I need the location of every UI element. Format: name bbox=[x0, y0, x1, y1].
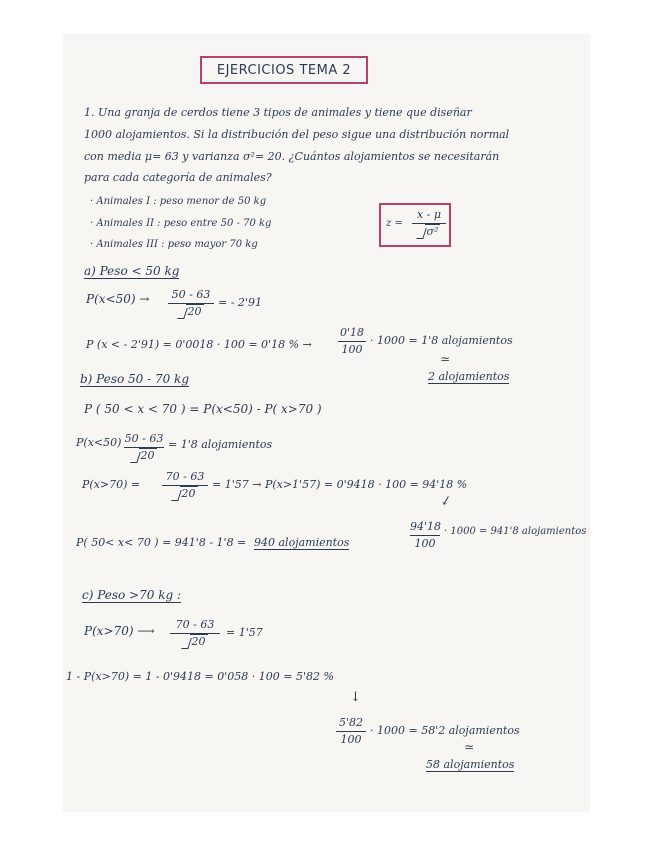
part-a-fraction-2-den: 100 bbox=[341, 343, 363, 356]
arrow-down-icon: ↓ bbox=[350, 690, 361, 705]
part-c-fraction-2-num: 5'82 bbox=[338, 716, 364, 729]
arrow-icon: ↓ bbox=[436, 492, 454, 511]
part-c-line1-result: = 1'57 bbox=[226, 626, 263, 639]
part-a-line1-result: = - 2'91 bbox=[218, 296, 262, 309]
part-c-line2: 1 - P(x>70) = 1 - 0'9418 = 0'058 · 100 = 5'82 % bbox=[66, 670, 334, 683]
part-c-fraction-2 bbox=[336, 716, 366, 747]
part-b-line2-lhs: P(x<50) bbox=[76, 436, 122, 449]
formula-fraction bbox=[412, 208, 446, 239]
part-c-heading: c) Peso >70 kg : bbox=[82, 588, 181, 602]
part-b-side-result: · 1000 = 941'8 alojamientos bbox=[444, 526, 587, 537]
part-b-heading: b) Peso 50 - 70 kg bbox=[80, 372, 190, 386]
part-c-fraction-1-num: 70 - 63 bbox=[175, 618, 215, 631]
problem-line-4: para cada categoría de animales? bbox=[84, 171, 272, 184]
category-2: · Animales II : peso entre 50 - 70 kg bbox=[90, 218, 272, 229]
part-c-line1-lhs: P(x>70) ⟶ bbox=[84, 624, 155, 638]
part-a-heading: a) Peso < 50 kg bbox=[84, 264, 180, 278]
part-b-fraction-2-den: 20 bbox=[181, 487, 196, 500]
part-a-answer: 2 alojamientos bbox=[428, 370, 510, 383]
part-c-answer: 58 alojamientos bbox=[426, 758, 515, 771]
part-b-side-den: 100 bbox=[414, 537, 436, 550]
part-b-fraction-2-num: 70 - 63 bbox=[165, 470, 205, 483]
formula-numerator: x - μ bbox=[416, 208, 442, 221]
part-b-line1: P ( 50 < x < 70 ) = P(x<50) - P( x>70 ) bbox=[84, 402, 322, 416]
problem-line-2: 1000 alojamientos. Si la distribución del peso sigue una distribución normal bbox=[84, 128, 510, 141]
part-b-fraction-2 bbox=[162, 470, 208, 501]
part-a-fraction-2 bbox=[338, 326, 366, 357]
part-a-approx: ≃ bbox=[440, 352, 451, 366]
part-c-fraction-1 bbox=[170, 618, 220, 649]
part-a-line2-result: · 1000 = 1'8 alojamientos bbox=[370, 334, 513, 347]
part-a-line2: P (x < - 2'91) = 0'0018 · 100 = 0'18 % → bbox=[86, 338, 312, 351]
formula-denominator: σ² bbox=[426, 225, 439, 238]
part-b-side-num: 94'18 bbox=[410, 520, 442, 533]
part-c-fraction-2-den: 100 bbox=[340, 733, 362, 746]
part-b-line3-result: = 1'57 → P(x>1'57) = 0'9418 · 100 = 94'18 % bbox=[212, 478, 468, 491]
category-1: · Animales I : peso menor de 50 kg bbox=[90, 196, 267, 207]
part-b-fraction-1-den: 20 bbox=[140, 449, 155, 462]
part-b-answer: 940 alojamientos bbox=[254, 536, 350, 549]
part-a-fraction-2-num: 0'18 bbox=[339, 326, 365, 339]
part-c-line3-result: · 1000 = 58'2 alojamientos bbox=[370, 724, 520, 737]
part-a-fraction-1-num: 50 - 63 bbox=[171, 288, 211, 301]
part-b-line3-lhs: P(x>70) = bbox=[82, 478, 141, 491]
part-b-fraction-1 bbox=[124, 432, 164, 463]
part-a-fraction-1-den: 20 bbox=[187, 305, 202, 318]
part-b-fraction-1-num: 50 - 63 bbox=[124, 432, 164, 445]
part-c-fraction-1-den: 20 bbox=[191, 635, 206, 648]
part-a-fraction-1 bbox=[168, 288, 214, 319]
part-c-approx: ≃ bbox=[464, 740, 475, 754]
part-b-side-fraction bbox=[410, 520, 440, 551]
formula-lhs: z = bbox=[386, 218, 403, 229]
problem-line-1: Una granja de cerdos tiene 3 tipos de animales y tiene que diseñar bbox=[98, 106, 472, 119]
problem-line-3: con media μ= 63 y varianza σ²= 20. ¿Cuántos alojamientos se necesitarán bbox=[84, 150, 500, 163]
category-3: · Animales III : peso mayor 70 kg bbox=[90, 239, 258, 250]
part-b-line4-lhs: P( 50< x< 70 ) = 941'8 - 1'8 = bbox=[76, 536, 247, 549]
page-title: EJERCICIOS TEMA 2 bbox=[200, 56, 368, 84]
part-b-line2-result: = 1'8 alojamientos bbox=[168, 438, 273, 451]
problem-number: 1. bbox=[84, 106, 95, 119]
part-a-line1-lhs: P(x<50) → bbox=[86, 292, 150, 306]
